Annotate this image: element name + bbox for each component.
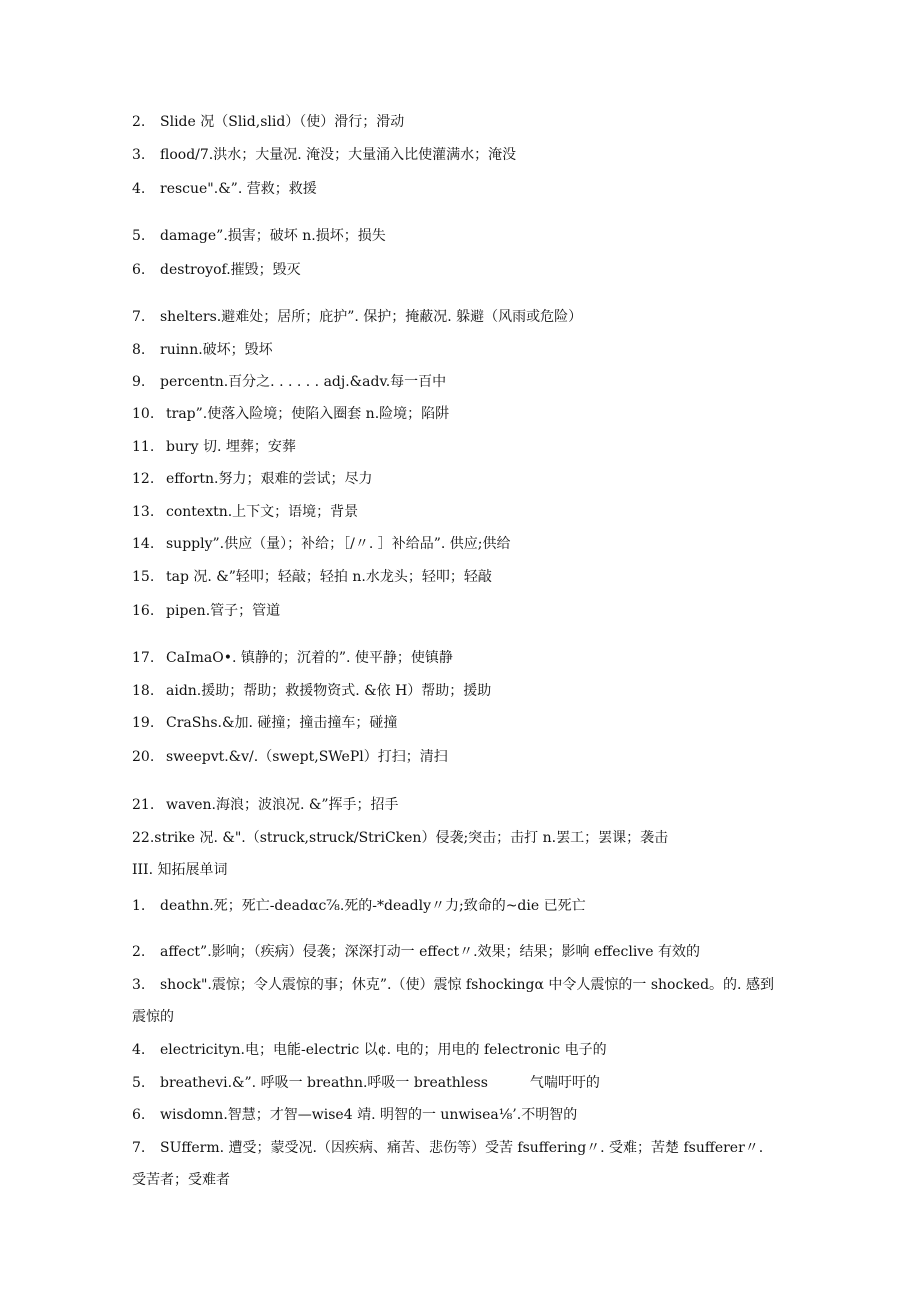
item-text: damage”.损害；破坏 n.损坏；损失	[160, 228, 386, 244]
item-text: sweepvt.&v/.（swept,SWePl）打扫；清扫	[166, 749, 448, 765]
list-item	[132, 112, 404, 132]
list-item	[132, 372, 446, 392]
item-text: shelters.避难处；居所；庇护”. 保护；掩蔽况. 躲避（风雨或危险）	[160, 309, 583, 325]
item-number: 21.	[132, 797, 155, 813]
item-number: 4.	[132, 1042, 146, 1058]
item-number: 1.	[132, 898, 146, 914]
item-number: 6.	[132, 262, 146, 278]
item-text: breathevi.&”. 呼吸一 breathn.呼吸一 breathless 气喘吁吁的	[160, 1075, 600, 1091]
item-number: 3.	[132, 977, 146, 993]
item-text: effortn.努力；艰难的尝试；尽力	[166, 471, 373, 487]
item-number: 2.	[132, 944, 146, 960]
section-heading: III. 知拓展单词	[132, 862, 228, 878]
list-item-continuation	[132, 1007, 174, 1027]
item-text: Slide 况（Slid,slid）（使）滑行；滑动	[160, 114, 405, 130]
item-number: 5.	[132, 1075, 146, 1091]
list-item	[132, 713, 397, 733]
list-item	[132, 404, 449, 424]
list-item	[132, 896, 586, 916]
item-text: shock".震惊；令人震惊的事；休克”.（使）震惊 fshockingα 中令人震惊的一 shocked。的. 感到	[160, 977, 774, 993]
item-number: 20.	[132, 749, 155, 765]
item-number: 5.	[132, 228, 146, 244]
item-text: supply”.供应（量）；补给；［/〃. ］补给品”. 供应;供给	[166, 536, 511, 552]
list-item	[132, 502, 358, 522]
item-text: 震惊的	[132, 1009, 174, 1025]
item-text: ruinn.破坏；毁坏	[160, 342, 273, 358]
item-text: deathn.死；死亡-deadαc⅞.死的-*deadly〃力;致命的~die 已死亡	[160, 898, 586, 914]
list-item-continuation	[132, 1170, 230, 1190]
list-item	[132, 648, 453, 668]
list-item	[132, 307, 582, 327]
item-text: affect”.影响；（疾病）侵袭；深深打动一 effect〃.效果；结果；影响 effeclive 有效的	[160, 944, 700, 960]
item-number: 6.	[132, 1107, 146, 1123]
list-item	[132, 975, 774, 995]
item-text: destroyof.摧毁；毁灭	[160, 262, 301, 278]
item-text: CaImaO•. 镇静的；沉着的”. 使平静；使镇静	[166, 650, 453, 666]
item-number: 11.	[132, 439, 155, 455]
list-item	[132, 1105, 577, 1125]
item-number: 17.	[132, 650, 155, 666]
item-number: 3.	[132, 147, 146, 163]
item-number: 9.	[132, 374, 146, 390]
list-item	[132, 179, 317, 199]
item-number: 2.	[132, 114, 146, 130]
item-text: trap”.使落入险境；使陷入圈套 n.险境；陷阱	[166, 406, 450, 422]
item-number: 8.	[132, 342, 146, 358]
item-text: CraShs.&加. 碰撞；撞击撞车；碰撞	[166, 715, 398, 731]
list-item	[132, 747, 448, 767]
list-item	[132, 145, 516, 165]
list-item	[132, 469, 372, 489]
item-number: 15.	[132, 569, 155, 585]
list-item	[132, 601, 280, 621]
item-number: 10.	[132, 406, 155, 422]
item-text: aidn.援助；帮助；救援物资式. &依 H）帮助；援助	[166, 683, 492, 699]
list-item	[132, 226, 386, 246]
list-item	[132, 1073, 600, 1093]
item-number: 19.	[132, 715, 155, 731]
list-item	[132, 795, 399, 815]
item-text: rescue".&”. 营救；救援	[160, 181, 317, 197]
list-item	[132, 260, 301, 280]
item-text: 受苦者；受难者	[132, 1172, 230, 1188]
item-text: contextn.上下文；语境；背景	[166, 504, 359, 520]
item-number: 18.	[132, 683, 155, 699]
list-item	[132, 534, 511, 554]
list-item	[132, 1138, 763, 1158]
item-number: 7.	[132, 1140, 146, 1156]
item-text: pipen.管子；管道	[166, 603, 281, 619]
item-number: 16.	[132, 603, 155, 619]
item-number: 13.	[132, 504, 155, 520]
item-text: electricityn.电；电能-electric 以¢. 电的；用电的 felectronic 电子的	[160, 1042, 607, 1058]
item-text: percentn.百分之. . . . . . adj.&adv.每一百中	[160, 374, 447, 390]
item-text: bury 切. 埋葬；安葬	[166, 439, 296, 455]
item-text: wisdomn.智慧；才智—wise4 靖. 明智的一 unwisea⅛’.不明智的	[160, 1107, 578, 1123]
item-text: waven.海浪；波浪况. &”挥手；招手	[166, 797, 399, 813]
item-text: flood/7.洪水；大量况. 淹没；大量涌入比使灌满水；淹没	[160, 147, 517, 163]
item-text: tap 况. &”轻叩；轻敲；轻拍 n.水龙头；轻叩；轻敲	[166, 569, 492, 585]
list-item	[132, 942, 700, 962]
item-number: 7.	[132, 309, 146, 325]
list-item	[132, 567, 492, 587]
item-number: 14.	[132, 536, 155, 552]
list-item	[132, 437, 296, 457]
item-number: 12.	[132, 471, 155, 487]
item-text: SUfferm. 遭受；蒙受况.（因疾病、痛苦、悲伤等）受苦 fsuffering〃. 受难；苦楚 fsufferer〃.	[160, 1140, 764, 1156]
item-number: 4.	[132, 181, 146, 197]
list-item	[132, 681, 491, 701]
list-item	[132, 1040, 607, 1060]
list-item-22: 22.strike 况. &".（struck,struck/StriCken）侵袭;突击；击打 n.罢工；罢课；袭击	[132, 830, 669, 846]
list-item	[132, 340, 273, 360]
